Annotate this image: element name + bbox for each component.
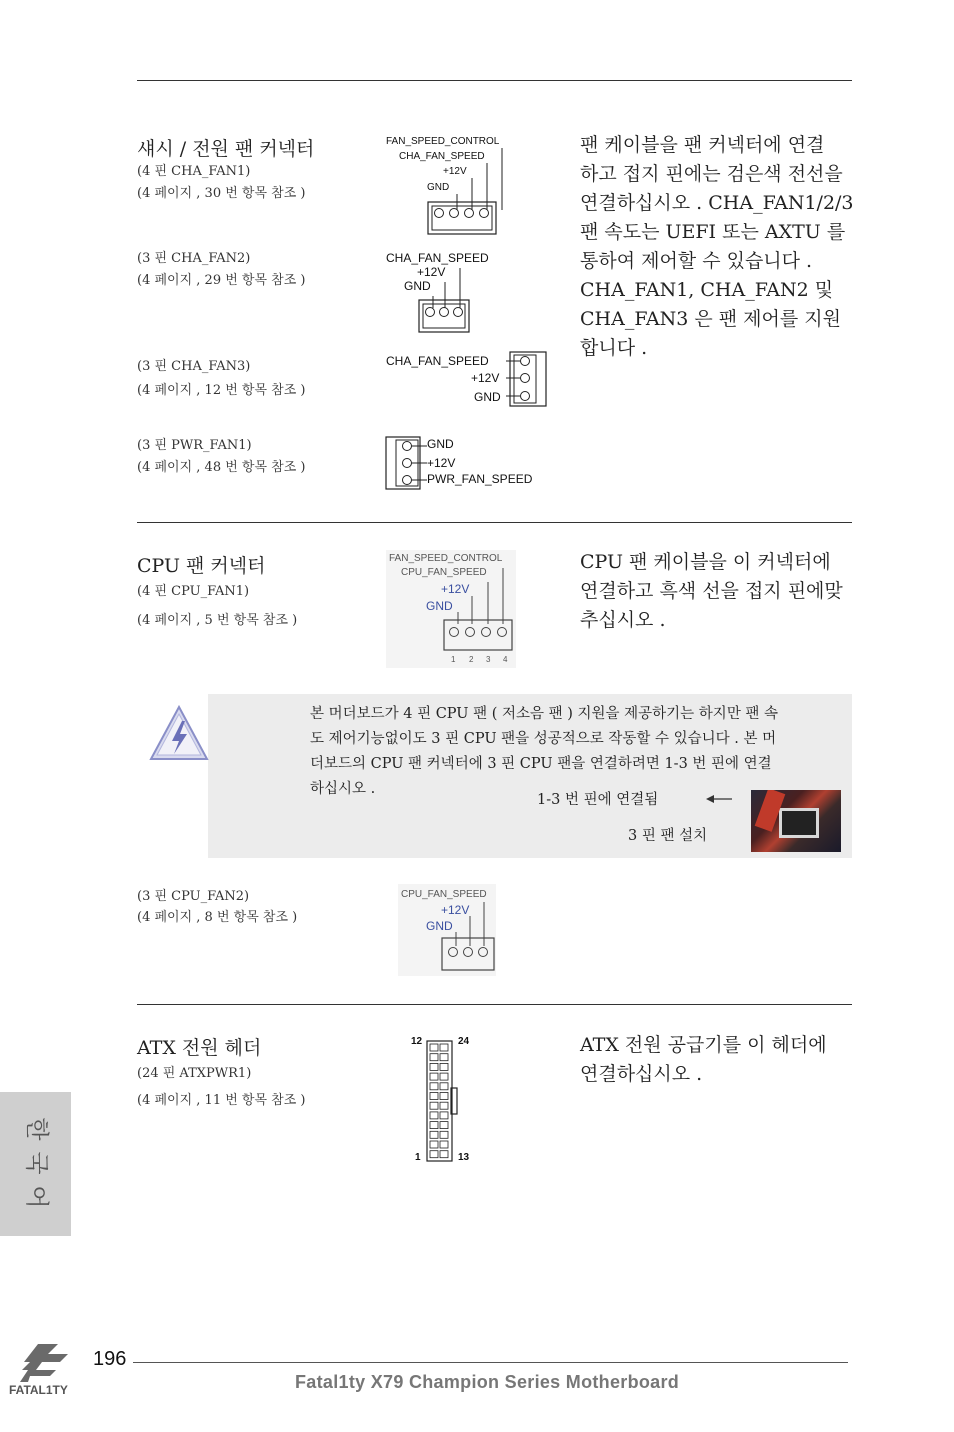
cha-fan1-connector-diagram [420, 140, 510, 240]
atx-pin-label-24: 24 [458, 1036, 470, 1047]
cpu-fan1-ref: (4 페이지 , 5 번 항목 참조 ) [137, 613, 298, 628]
chassis-fan-title: 섀시 / 전원 팬 커넥터 [137, 138, 315, 160]
cha-fan1-label-gnd: GND [427, 182, 450, 193]
atx-pin [430, 1044, 438, 1051]
warning-icon [148, 704, 210, 762]
cha-fan1-pins: (4 핀 CHA_FAN1) [137, 164, 251, 179]
cpu-fan2-ref: (4 페이지 , 8 번 항목 참조 ) [137, 910, 298, 925]
desc-line: 팬 속도는 UEFI 또는 AXTU 를 [580, 221, 846, 243]
atx-pin [430, 1054, 438, 1061]
note-line: 하십시오 . [310, 781, 376, 797]
pwr-fan1-connector-diagram [385, 436, 430, 492]
cpu-fan1-label-gnd: GND [426, 599, 453, 613]
atx-pin [430, 1093, 438, 1100]
cpu-fan1-pin-number: 3 [486, 655, 491, 664]
fan-install-photo [751, 790, 841, 852]
cha-fan1-label-control: FAN_SPEED_CONTROL [386, 136, 500, 147]
atx-pin [440, 1131, 448, 1138]
atx-pin [440, 1054, 448, 1061]
atx-pin-label-1: 1 [415, 1152, 421, 1163]
atx-pin [430, 1112, 438, 1119]
cha-fan3-connector-diagram [500, 350, 550, 408]
atx-power-ref: (4 페이지 , 11 번 항목 참조 ) [137, 1093, 306, 1108]
cha-fan1-label-12v: +12V [443, 166, 467, 177]
note-text [310, 702, 850, 802]
cpu-fan1-pin-number: 1 [451, 655, 456, 664]
atx-power-title: ATX 전원 헤더 [137, 1037, 262, 1059]
atx-pin [430, 1083, 438, 1090]
cpu-fan2-pins: (3 핀 CPU_FAN2) [137, 889, 250, 904]
desc-line: 추십시오 . [580, 609, 666, 631]
photo-fan-header [779, 808, 819, 838]
cha-fan1-ref: (4 페이지 , 30 번 항목 참조 ) [137, 186, 306, 201]
cpu-fan1-pin-number: 2 [469, 655, 474, 664]
pwr-fan1-label-gnd: GND [427, 437, 454, 451]
atx-pin-label-12: 12 [411, 1036, 423, 1047]
cha-fan3-label-speed: CHA_FAN_SPEED [386, 354, 489, 368]
atx-power-pins: (24 핀 ATXPWR1) [137, 1066, 252, 1081]
cpu-fan-description [580, 548, 855, 635]
top-rule [137, 80, 852, 81]
cha-fan2-pins: (3 핀 CHA_FAN2) [137, 251, 251, 266]
cpu-fan1-connector-diagram [440, 560, 520, 666]
atx-pin [440, 1044, 448, 1051]
cha-fan3-label-gnd: GND [474, 390, 501, 404]
desc-line: 연결하십시오 . CHA_FAN1/2/3 [580, 192, 854, 214]
desc-line: CHA_FAN1, CHA_FAN2 및 [580, 279, 834, 301]
pwr-fan1-pins: (3 핀 PWR_FAN1) [137, 438, 252, 453]
atx-pin [440, 1102, 448, 1109]
tab-char: 어 [23, 1185, 51, 1209]
footer-product: Fatal1ty X79 Champion Series Motherboard [295, 1372, 680, 1392]
atx-pin [430, 1102, 438, 1109]
atx-pin [440, 1083, 448, 1090]
desc-line: 연결하고 흑색 선을 접지 핀에맞 [580, 580, 843, 602]
atx-pin [440, 1141, 448, 1148]
atx-pin-label-13: 13 [458, 1152, 470, 1163]
cpu-fan1-pins: (4 핀 CPU_FAN1) [137, 584, 250, 599]
note-line: 도 제어기능없이도 3 핀 CPU 팬을 성공적으로 작동할 수 있습니다 . 본 머 [310, 731, 777, 747]
fatal1ty-logo [8, 1340, 92, 1398]
atx-pin [440, 1073, 448, 1080]
cha-fan3-label-12v: +12V [471, 371, 500, 385]
page-number: 196 [93, 1348, 127, 1370]
atx-pin [430, 1063, 438, 1070]
cha-fan3-pins: (3 핀 CHA_FAN3) [137, 359, 251, 374]
atx-pin [430, 1073, 438, 1080]
section-divider [137, 522, 852, 523]
logo-text: FATAL1TY [9, 1383, 68, 1397]
install-label: 3 핀 팬 설치 [628, 828, 708, 844]
cpu-fan1-label-12v: +12V [441, 582, 470, 596]
atx-24pin-connector-diagram [426, 1040, 462, 1164]
cpu-fan2-label-gnd: GND [426, 919, 453, 933]
pwr-fan1-label-speed: PWR_FAN_SPEED [427, 472, 533, 486]
desc-line: CPU 팬 케이블을 이 커넥터에 [580, 551, 831, 573]
desc-line: CHA_FAN3 은 팬 제어를 지원 [580, 308, 841, 330]
atx-pin [440, 1112, 448, 1119]
cpu-fan1-pin-number: 4 [503, 655, 508, 664]
tab-char: 국 [23, 1151, 51, 1175]
cpu-fan1-label-speed: CPU_FAN_SPEED [401, 567, 487, 578]
cpu-fan2-connector-diagram [438, 894, 498, 976]
atx-pin [430, 1141, 438, 1148]
atx-pin [430, 1131, 438, 1138]
cha-fan2-label-speed: CHA_FAN_SPEED [386, 251, 489, 265]
language-tab-label [22, 1112, 52, 1214]
chassis-fan-description [580, 131, 855, 363]
cha-fan1-label-speed: CHA_FAN_SPEED [399, 151, 485, 162]
footer-rule [133, 1362, 848, 1363]
cpu-fan2-label-speed: CPU_FAN_SPEED [401, 889, 487, 900]
cha-fan2-label-gnd: GND [404, 279, 431, 293]
atx-pin [440, 1093, 448, 1100]
cha-fan2-label-12v: +12V [417, 265, 446, 279]
cha-fan2-connector-diagram [415, 260, 475, 335]
desc-line: 연결하십시오 . [580, 1063, 703, 1085]
atx-pin [440, 1151, 448, 1158]
atx-pin [440, 1122, 448, 1129]
tab-char: 한 [23, 1117, 51, 1141]
desc-line: 하고 접지 핀에는 검은색 전선을 [580, 163, 843, 185]
pwr-fan1-label-12v: +12V [427, 456, 456, 470]
desc-line: 팬 케이블을 팬 커넥터에 연결 [580, 134, 825, 156]
cpu-fan1-label-control: FAN_SPEED_CONTROL [389, 553, 503, 564]
note-line: 본 머더보드가 4 핀 CPU 팬 ( 저소음 팬 ) 지원을 제공하기는 하지만 팬 속 [310, 706, 779, 722]
atx-pin [430, 1122, 438, 1129]
pin-connect-label: 1-3 번 핀에 연결됨 [537, 792, 659, 808]
atx-power-description [580, 1031, 855, 1089]
cpu-fan2-label-12v: +12V [441, 903, 470, 917]
arrow-left-icon [704, 792, 734, 806]
cpu-fan-title: CPU 팬 커넥터 [137, 555, 266, 577]
desc-line: 통하여 제어할 수 있습니다 . [580, 250, 813, 272]
note-line: 더보드의 CPU 팬 커넥터에 3 핀 CPU 팬을 연결하려면 1-3 번 핀에 연결 [310, 756, 772, 772]
desc-line: 합니다 . [580, 337, 648, 359]
section-divider [137, 1004, 852, 1005]
cha-fan3-ref: (4 페이지 , 12 번 항목 참조 ) [137, 383, 306, 398]
atx-pin [430, 1151, 438, 1158]
pwr-fan1-ref: (4 페이지 , 48 번 항목 참조 ) [137, 460, 306, 475]
cha-fan2-ref: (4 페이지 , 29 번 항목 참조 ) [137, 273, 306, 288]
atx-pin [440, 1063, 448, 1070]
desc-line: ATX 전원 공급기를 이 헤더에 [580, 1034, 827, 1056]
